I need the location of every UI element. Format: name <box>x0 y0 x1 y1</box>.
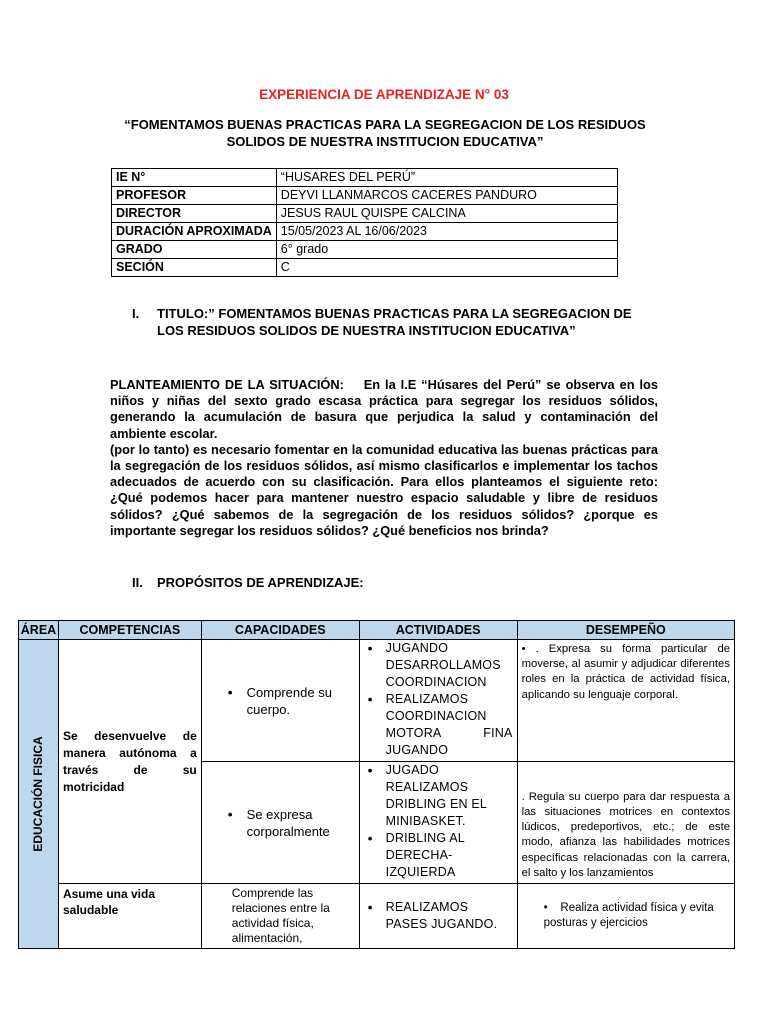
bullet-icon: • <box>227 683 233 700</box>
section-text: PROPÓSITOS DE APRENDIZAJE: <box>157 575 364 590</box>
list-item: • JUGADO REALIZAMOS DRIBLING EN EL MINIBASKET. <box>364 762 513 830</box>
experience-subtitle: “FOMENTAMOS BUENAS PRACTICAS PARA LA SEGREGACION DE LOS RESIDUOS SOLIDOS DE NUESTRA INSTITUCION EDUCATIVA” <box>124 117 646 149</box>
situation-label: PLANTEAMIENTO DE LA SITUACIÓN: <box>110 377 344 392</box>
column-header-desempeno: DESEMPEÑO <box>517 621 734 640</box>
situation-block <box>110 377 658 539</box>
info-value: C <box>276 259 617 277</box>
competence-text: Se desenvuelve de manera autónoma a través de su motricidad <box>62 728 197 794</box>
list-item: • DRIBLING AL DERECHA-IZQUIERDA <box>364 830 513 881</box>
info-value: 6° grado <box>276 241 617 259</box>
section-number: II. <box>132 575 143 590</box>
performance-cell <box>517 762 734 884</box>
info-value: 15/05/2023 AL 16/06/2023 <box>276 223 617 241</box>
info-label: IE N° <box>112 169 277 187</box>
activity-cell <box>359 762 517 884</box>
table-row <box>19 640 735 762</box>
situation-text-1: En la I.E “Húsares del Perú” se observa en los niños y niñas del sexto grado escasa práctica para segregar los residuos sólidos, generando la acumulación de basura que perjudica la salud y contaminación del ambiente escolar. <box>110 377 658 441</box>
list-item: • JUGANDO DESARROLLAMOS COORDINACION <box>364 640 513 691</box>
table-header-row <box>19 621 735 640</box>
section-title-1 <box>132 305 647 339</box>
performance-text: . Expresa su forma particular de moverse, al asumir y adjudicar diferentes roles en la práctica de actividad física, aplicando su lenguaje corporal. <box>521 643 731 701</box>
area-label: EDUCACIÓN FISICA <box>31 736 46 852</box>
info-row <box>112 241 618 259</box>
info-row <box>112 223 618 241</box>
area-cell <box>19 640 59 949</box>
experience-title: EXPERIENCIA DE APRENDIZAJE N° 03 <box>259 87 509 102</box>
capacity-text: Comprende las relaciones entre la actividad física, alimentación, <box>231 886 330 945</box>
table-row <box>19 884 735 949</box>
list-item: • REALIZAMOS COORDINACION MOTORA FINA JUGANDO <box>364 691 513 759</box>
activity-list <box>364 899 513 933</box>
info-value: JESUS RAUL QUISPE CALCINA <box>276 205 617 223</box>
activity-list <box>364 762 513 881</box>
performance-text: Realiza actividad física y evita posturas y ejercicios <box>543 901 714 929</box>
capacity-cell <box>201 762 359 884</box>
purposes-table <box>18 620 735 949</box>
competence-text: Asume una vida saludable <box>62 887 155 917</box>
capacity-item <box>206 806 355 840</box>
bullet-icon: • <box>543 901 548 914</box>
capacity-cell <box>201 640 359 762</box>
performance-cell <box>517 884 734 949</box>
capacity-item <box>206 684 355 718</box>
column-header-capacidades: CAPACIDADES <box>201 621 359 640</box>
activity-cell <box>359 640 517 762</box>
capacity-text: Comprende su cuerpo. <box>246 684 332 717</box>
column-header-competencias: COMPETENCIAS <box>58 621 201 640</box>
column-header-actividades: ACTIVIDADES <box>359 621 517 640</box>
performance-cell <box>517 640 734 762</box>
activity-cell <box>359 884 517 949</box>
performance-text: . Regula su cuerpo para dar respuesta a las situaciones motrices en contextos lúdicos, predeportivos, etc.; de este modo, afianza las habilidades motrices específicas relacionadas con la carrera, el salto y los lanzamientos <box>521 790 730 879</box>
competence-cell <box>58 640 201 884</box>
capacity-cell <box>201 884 359 949</box>
info-label: SECIÓN <box>112 259 277 277</box>
info-row <box>112 259 618 277</box>
info-row <box>112 169 618 187</box>
info-row <box>112 205 618 223</box>
info-table <box>111 168 618 277</box>
info-label: DIRECTOR <box>112 205 277 223</box>
capacity-text: Se expresa corporalmente <box>246 806 330 839</box>
section-title-2 <box>132 574 364 591</box>
info-value: “HUSARES DEL PERÚ” <box>276 169 617 187</box>
column-header-area: ÁREA <box>19 621 59 640</box>
info-label: DURACIÓN APROXIMADA <box>112 223 277 241</box>
bullet-icon: • <box>521 643 526 655</box>
situation-paragraph-2: (por lo tanto) es necesario fomentar en la comunidad educativa las buenas prácticas para la segregación de los residuos sólidos, así mismo clasificarlos e implementar los tachos adecuados de acuerdo con su clasificación. Para ellos planteamos el siguiente reto: ¿Qué podemos hacer para mantener nuestro espacio saludable y libre de residuos sólidos? ¿Qué sabemos de la segregación de los residuos sólidos? ¿porque es importante segregar los residuos sólidos? ¿Qué beneficios nos brinda? <box>110 441 658 538</box>
activity-list <box>364 640 513 759</box>
situation-paragraph-1 <box>110 377 658 442</box>
info-row <box>112 187 618 205</box>
list-item: • REALIZAMOS PASES JUGANDO. <box>364 899 513 933</box>
bullet-icon: • <box>227 805 233 822</box>
section-number: I. <box>132 306 140 321</box>
info-label: GRADO <box>112 241 277 259</box>
info-label: PROFESOR <box>112 187 277 205</box>
info-value: DEYVI LLANMARCOS CACERES PANDURO <box>276 187 617 205</box>
competence-cell <box>58 884 201 949</box>
section-text: TITULO:” FOMENTAMOS BUENAS PRACTICAS PARA LA SEGREGACION DE LOS RESIDUOS SOLIDOS DE NUESTRA INSTITUCION EDUCATIVA” <box>157 306 632 338</box>
